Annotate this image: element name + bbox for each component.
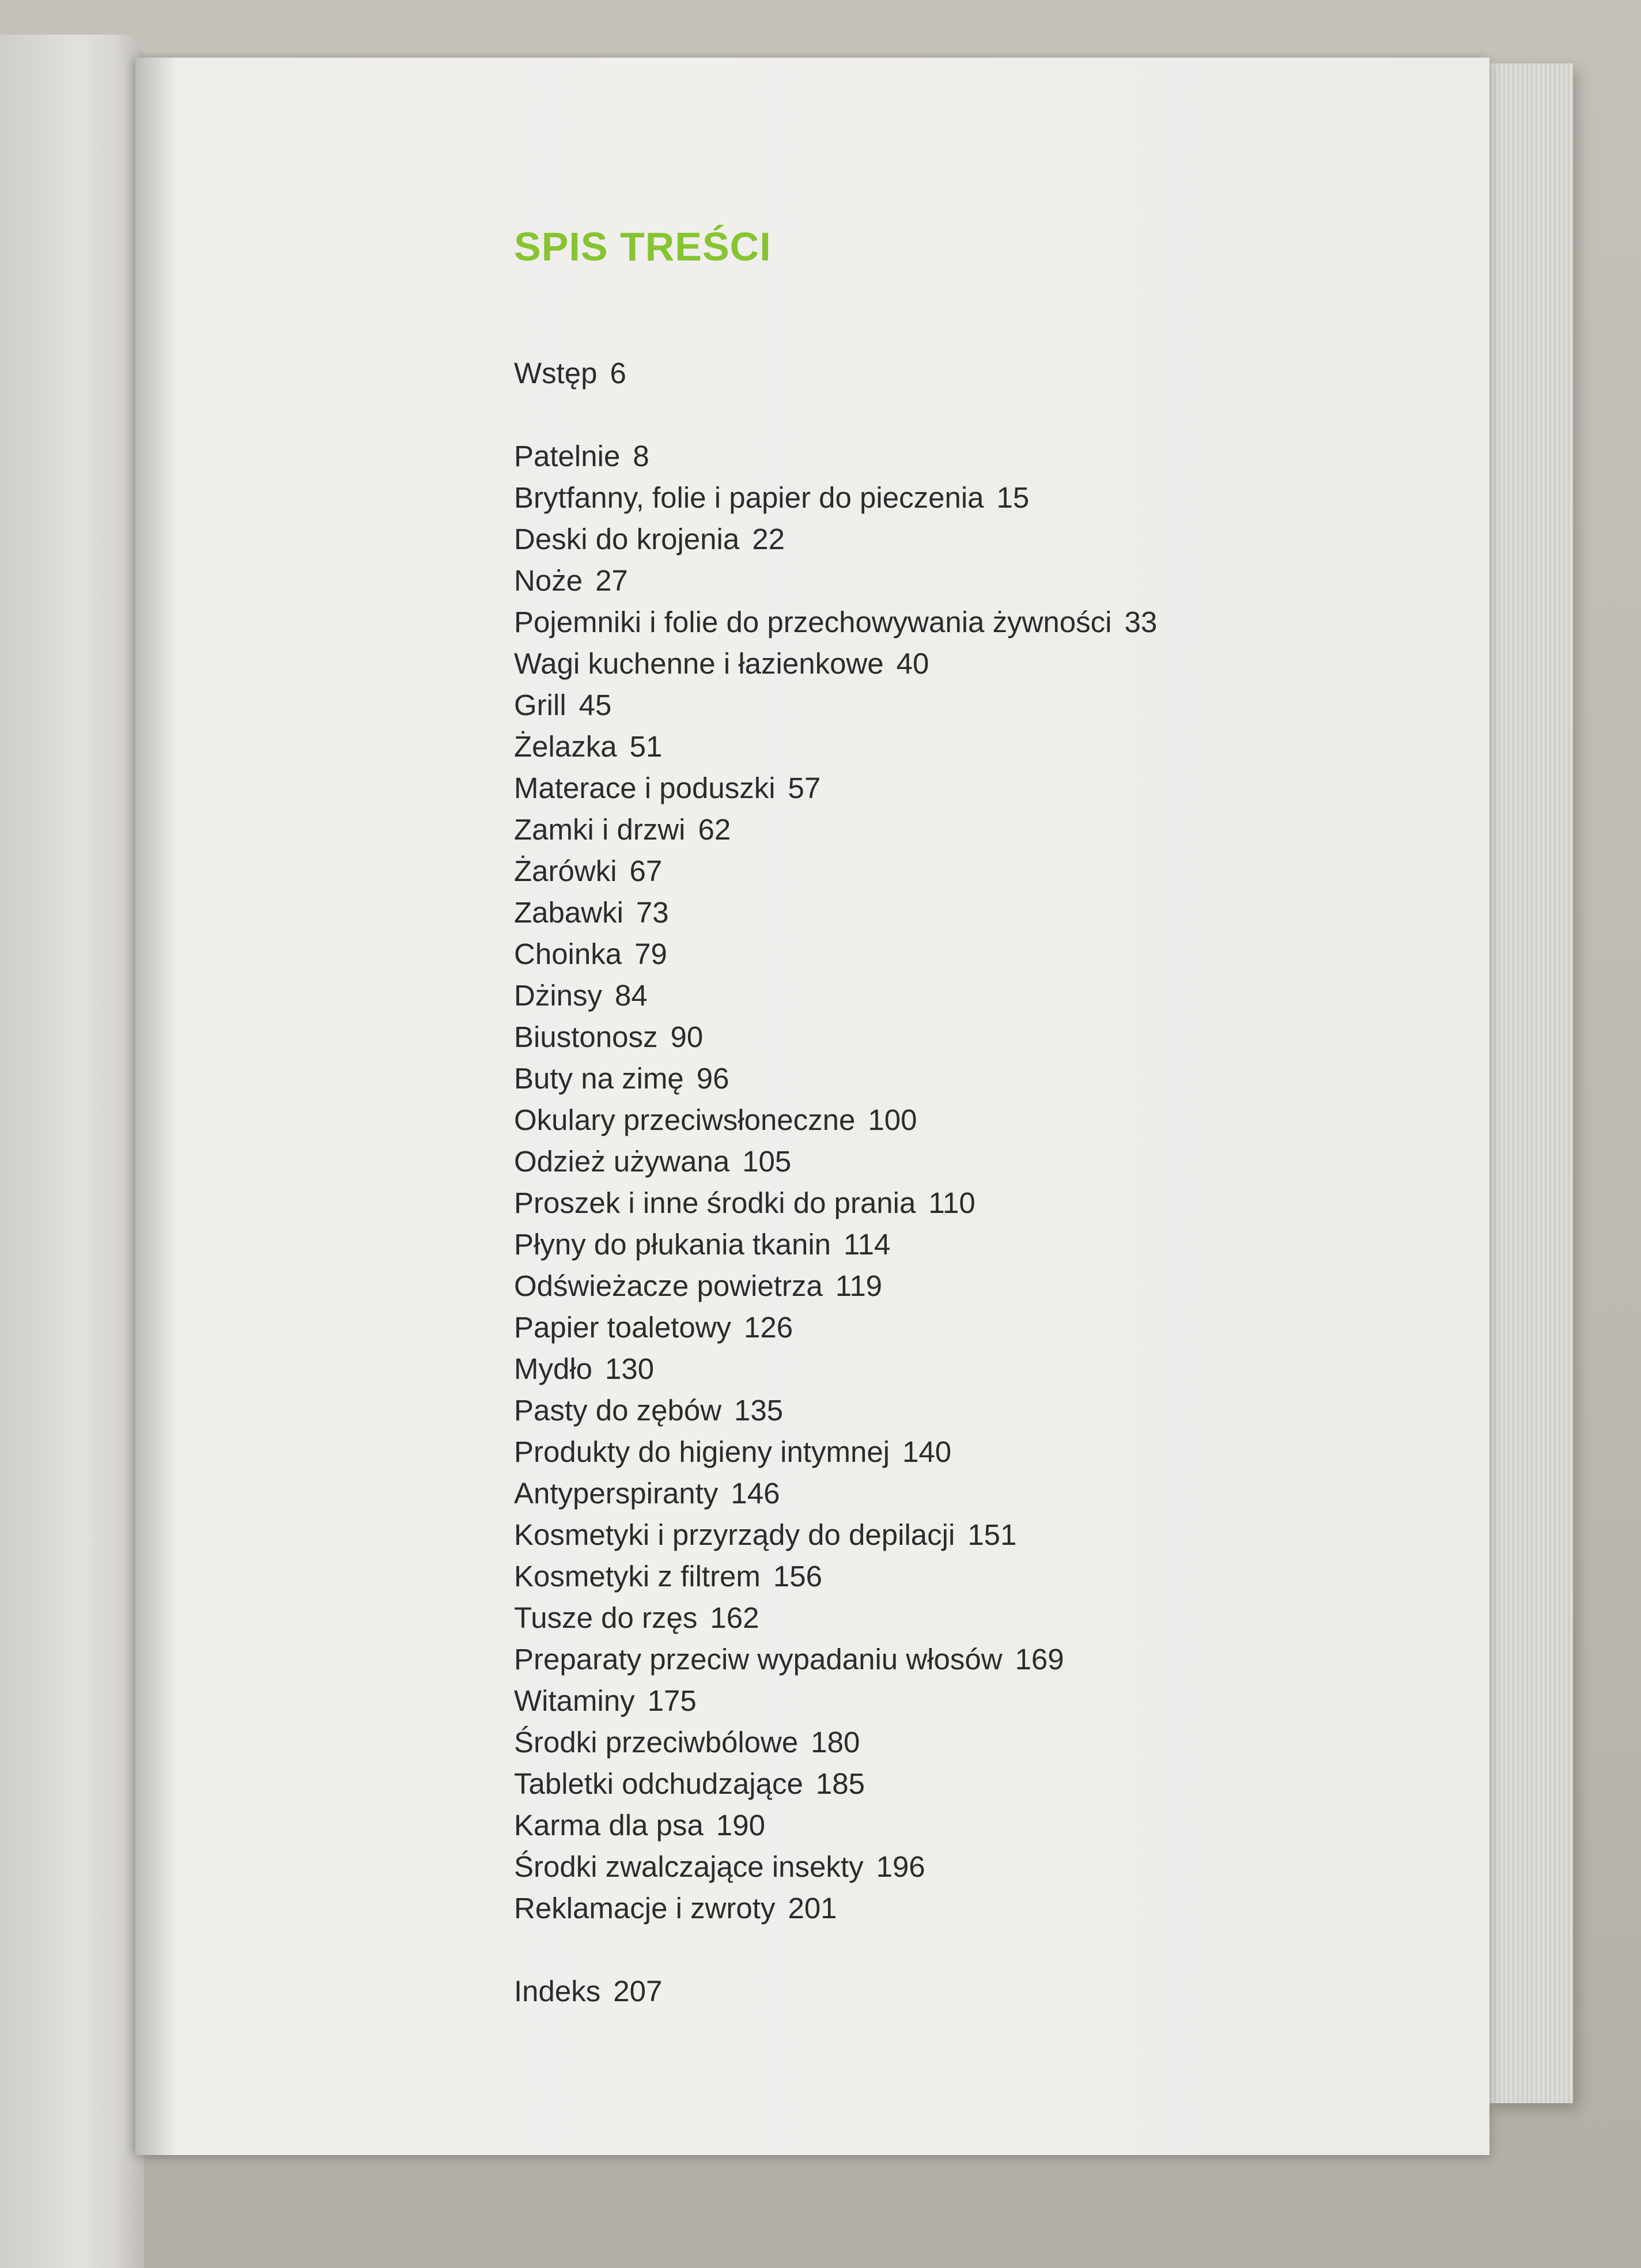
toc-entry-page: 146	[731, 1477, 780, 1510]
toc-entry-page: 45	[578, 689, 612, 721]
spine-shadow	[135, 58, 176, 2155]
toc-entry-label: Okulary przeciwsłoneczne	[514, 1103, 856, 1136]
toc-entry-page: 67	[629, 855, 663, 887]
toc-entry	[514, 809, 1157, 850]
toc-entry-page: 119	[835, 1269, 883, 1302]
toc-entry	[514, 1639, 1157, 1680]
toc-entry-page: 190	[716, 1809, 765, 1842]
toc-entry-page: 196	[876, 1850, 925, 1883]
toc-entry	[514, 436, 1157, 477]
toc-entry	[514, 1348, 1157, 1390]
toc-entry	[514, 1556, 1157, 1597]
toc-entry-page: 27	[595, 564, 628, 597]
toc-entry-page: 100	[868, 1103, 917, 1136]
toc-entry	[514, 1514, 1157, 1556]
toc-entry	[514, 685, 1157, 726]
toc-entry-label: Noże	[514, 564, 583, 597]
toc-entry	[514, 519, 1157, 560]
toc-entry-page: 156	[773, 1560, 822, 1593]
toc-entry-label: Papier toaletowy	[514, 1311, 732, 1344]
toc-entry-page: 140	[902, 1435, 952, 1468]
toc-entry-page: 84	[615, 979, 648, 1012]
toc-entry-page: 126	[744, 1311, 793, 1344]
toc-entry-label: Kosmetyki z filtrem	[514, 1560, 761, 1593]
toc-entry	[514, 1805, 1157, 1846]
toc-entry-page: 169	[1015, 1643, 1064, 1676]
toc-entry	[514, 1763, 1157, 1805]
toc-entry-label: Środki zwalczające insekty	[514, 1850, 864, 1883]
toc-entry	[514, 1307, 1157, 1348]
toc-entry-page: 15	[996, 481, 1030, 514]
toc-entry-page: 135	[734, 1394, 784, 1427]
toc-entry	[514, 1680, 1157, 1722]
toc-entry-page: 96	[696, 1062, 729, 1095]
toc-entry-label: Odświeżacze powietrza	[514, 1269, 823, 1302]
page-stack-edge	[1487, 63, 1573, 2103]
toc-entry	[514, 1846, 1157, 1888]
toc-entry-label: Tabletki odchudzające	[514, 1767, 803, 1800]
toc-entry-page: 79	[634, 938, 667, 970]
toc-entry-page: 110	[928, 1186, 975, 1219]
toc-entry-page: 105	[742, 1145, 792, 1178]
toc-entry-label: Pojemniki i folie do przechowywania żywności	[514, 606, 1112, 638]
toc-entry	[514, 1473, 1157, 1514]
toc-entry-page: 62	[698, 813, 731, 846]
toc-entry-label: Pasty do zębów	[514, 1394, 722, 1427]
toc-entry-page: 151	[967, 1518, 1017, 1551]
toc-entry-label: Patelnie	[514, 440, 621, 472]
toc-entry-label: Witaminy	[514, 1684, 635, 1717]
toc-entry-label: Proszek i inne środki do prania	[514, 1186, 916, 1219]
toc-entry-label: Karma dla psa	[514, 1809, 704, 1842]
toc-entry	[514, 477, 1157, 519]
toc-entry-label: Środki przeciwbólowe	[514, 1726, 799, 1759]
left-page-curl	[0, 35, 144, 2268]
toc-entry	[514, 1390, 1157, 1431]
toc-entry-page: 33	[1124, 606, 1158, 638]
toc-entry-page: 185	[815, 1767, 865, 1800]
toc-entry	[514, 1099, 1157, 1141]
toc-entry	[514, 933, 1157, 975]
toc-entry-label: Mydło	[514, 1352, 593, 1385]
toc-entry	[514, 768, 1157, 809]
toc-entry-label: Zamki i drzwi	[514, 813, 686, 846]
toc-entry-label: Zabawki	[514, 896, 623, 929]
toc-entry	[514, 892, 1157, 933]
toc-entry-label: Tusze do rzęs	[514, 1601, 698, 1634]
toc-entry-label: Płyny do płukania tkanin	[514, 1228, 831, 1261]
toc-entry-label: Grill	[514, 689, 566, 721]
toc-entry	[514, 602, 1157, 643]
toc-entry-label: Wstęp	[514, 357, 598, 390]
toc-entry-page: 207	[613, 1975, 663, 2008]
toc-entry-label: Indeks	[514, 1975, 601, 2008]
toc-entry-label: Antyperspiranty	[514, 1477, 719, 1510]
toc-entry	[514, 1971, 1157, 2012]
toc-entry	[514, 1431, 1157, 1473]
toc-entry	[514, 1888, 1157, 1929]
table-of-contents	[514, 353, 1157, 2012]
toc-entry	[514, 353, 1157, 394]
toc-entry-label: Kosmetyki i przyrządy do depilacji	[514, 1518, 955, 1551]
toc-entry-label: Odzież używana	[514, 1145, 730, 1178]
toc-entry-label: Brytfanny, folie i papier do pieczenia	[514, 481, 984, 514]
toc-entry-label: Dżinsy	[514, 979, 603, 1012]
toc-entry	[514, 1224, 1157, 1265]
toc-entry-page: 180	[811, 1726, 860, 1759]
toc-entry	[514, 1265, 1157, 1307]
toc-entry-page: 40	[896, 647, 929, 680]
toc-entry	[514, 1722, 1157, 1763]
toc-entry-label: Produkty do higieny intymnej	[514, 1435, 890, 1468]
page-title: SPIS TREŚCI	[514, 224, 772, 269]
toc-entry-label: Deski do krojenia	[514, 523, 740, 555]
toc-entry-page: 57	[788, 772, 821, 804]
toc-entry-page: 130	[605, 1352, 655, 1385]
toc-entry	[514, 975, 1157, 1016]
toc-entry	[514, 1141, 1157, 1182]
toc-entry	[514, 1016, 1157, 1058]
toc-entry	[514, 726, 1157, 768]
toc-entry	[514, 1058, 1157, 1099]
toc-entry-label: Choinka	[514, 938, 622, 970]
toc-entry	[514, 850, 1157, 892]
toc-entry-label: Preparaty przeciw wypadaniu włosów	[514, 1643, 1003, 1676]
toc-entry-page: 6	[610, 357, 626, 390]
toc-entry-label: Wagi kuchenne i łazienkowe	[514, 647, 884, 680]
toc-entry-label: Reklamacje i zwroty	[514, 1892, 776, 1925]
toc-entry-label: Biustonosz	[514, 1020, 658, 1053]
toc-entry-page: 8	[633, 440, 649, 472]
toc-entry	[514, 1597, 1157, 1639]
toc-entry-page: 175	[647, 1684, 697, 1717]
toc-entry-label: Buty na zimę	[514, 1062, 684, 1095]
toc-entry-label: Żelazka	[514, 730, 617, 763]
toc-entry-page: 51	[629, 730, 663, 763]
toc-entry	[514, 643, 1157, 685]
toc-entry-page: 201	[788, 1892, 837, 1925]
toc-entry-label: Materace i poduszki	[514, 772, 776, 804]
toc-entry	[514, 1182, 1157, 1224]
toc-entry-label: Żarówki	[514, 855, 617, 887]
toc-entry-page: 73	[636, 896, 669, 929]
toc-entry	[514, 560, 1157, 602]
toc-entry-page: 22	[752, 523, 785, 555]
toc-entry-page: 114	[844, 1228, 891, 1261]
toc-entry-page: 162	[710, 1601, 759, 1634]
toc-entry-page: 90	[670, 1020, 704, 1053]
